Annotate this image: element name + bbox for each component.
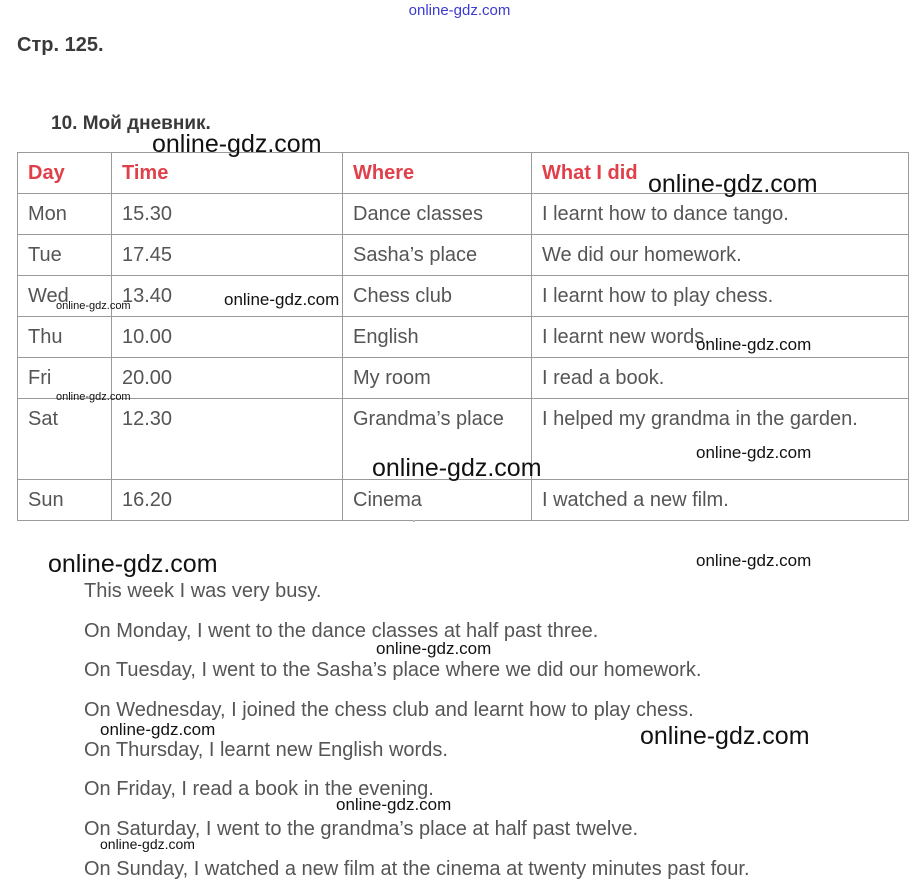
- header-what-i-did: What I did: [532, 153, 909, 194]
- cell-where: My room: [343, 358, 532, 399]
- cell-day: Mon: [18, 194, 112, 235]
- watermark: online-gdz.com: [224, 290, 340, 309]
- cell-day: Tue: [18, 235, 112, 276]
- table-row: [18, 276, 909, 317]
- story-line: On Sunday, I watched a new film at the cinema at twenty minutes past four.: [84, 857, 750, 880]
- cell-time: 16.20: [112, 480, 343, 521]
- watermark: online-gdz.com: [100, 836, 195, 852]
- cell-what: I learnt how to play chess.: [532, 276, 909, 317]
- watermark: online-gdz.com: [48, 550, 218, 578]
- cell-what: We did our homework.: [532, 235, 909, 276]
- story-line: On Friday, I read a book in the evening.: [84, 778, 434, 801]
- watermark: online-gdz.com: [336, 795, 452, 814]
- watermark: online-gdz.com: [640, 722, 810, 750]
- watermark: online-gdz.com: [696, 443, 812, 462]
- header-time: Time: [112, 153, 343, 194]
- story-line: On Thursday, I learnt new English words.: [84, 738, 448, 761]
- header-day: Day: [18, 153, 112, 194]
- cell-what: I watched a new film.: [532, 480, 909, 521]
- story-line: On Tuesday, I went to the Sasha’s place where we did our homework.: [84, 659, 702, 682]
- page-reference: Стр. 125.: [17, 34, 104, 56]
- cell-day: Fri: [18, 358, 112, 399]
- cell-day: Sun: [18, 480, 112, 521]
- story-line: This week I was very busy.: [84, 580, 322, 602]
- watermark: online-gdz.com: [56, 300, 131, 312]
- site-link[interactable]: online-gdz.com: [408, 2, 511, 19]
- cell-where: English: [343, 317, 532, 358]
- watermark: online-gdz.com: [696, 551, 812, 570]
- cell-what: I learnt how to dance tango.: [532, 194, 909, 235]
- cell-time: 15.30: [112, 194, 343, 235]
- cell-time: 10.00: [112, 317, 343, 358]
- cell-what: I helped my grandma in the garden.: [532, 399, 909, 480]
- watermark: online-gdz.com: [696, 335, 812, 354]
- cell-where: Cinema: [343, 480, 532, 521]
- watermark: online-gdz.com: [152, 130, 322, 158]
- table-row: [18, 235, 909, 276]
- cell-what: I learnt new words.: [532, 317, 909, 358]
- story-line: On Monday, I went to the dance classes at half past three.: [84, 619, 599, 642]
- stray-dot: [413, 520, 415, 522]
- watermark: online-gdz.com: [56, 391, 131, 403]
- cell-time: 12.30: [112, 399, 343, 480]
- table-row: [18, 358, 909, 399]
- cell-where: Sasha’s place: [343, 235, 532, 276]
- watermark: online-gdz.com: [100, 720, 216, 739]
- cell-where: Dance classes: [343, 194, 532, 235]
- cell-time: 20.00: [112, 358, 343, 399]
- cell-time: 13.40: [112, 276, 343, 317]
- cell-where: Chess club: [343, 276, 532, 317]
- cell-day: Thu: [18, 317, 112, 358]
- table-row: [18, 480, 909, 521]
- story-line: On Wednesday, I joined the chess club and learnt how to play chess.: [84, 699, 694, 722]
- story-line: On Saturday, I went to the grandma’s place at half past twelve.: [84, 818, 639, 841]
- watermark: online-gdz.com: [648, 170, 818, 198]
- cell-where: Grandma’s place: [343, 399, 532, 480]
- cell-day: Sat: [18, 399, 112, 480]
- watermark: online-gdz.com: [372, 454, 542, 482]
- table-row: [18, 194, 909, 235]
- header-where: Where: [343, 153, 532, 194]
- cell-time: 17.45: [112, 235, 343, 276]
- watermark: online-gdz.com: [376, 639, 492, 658]
- cell-what: I read a book.: [532, 358, 909, 399]
- exercise-title: 10. Мой дневник.: [51, 113, 211, 134]
- cell-day: Wed: [18, 276, 112, 317]
